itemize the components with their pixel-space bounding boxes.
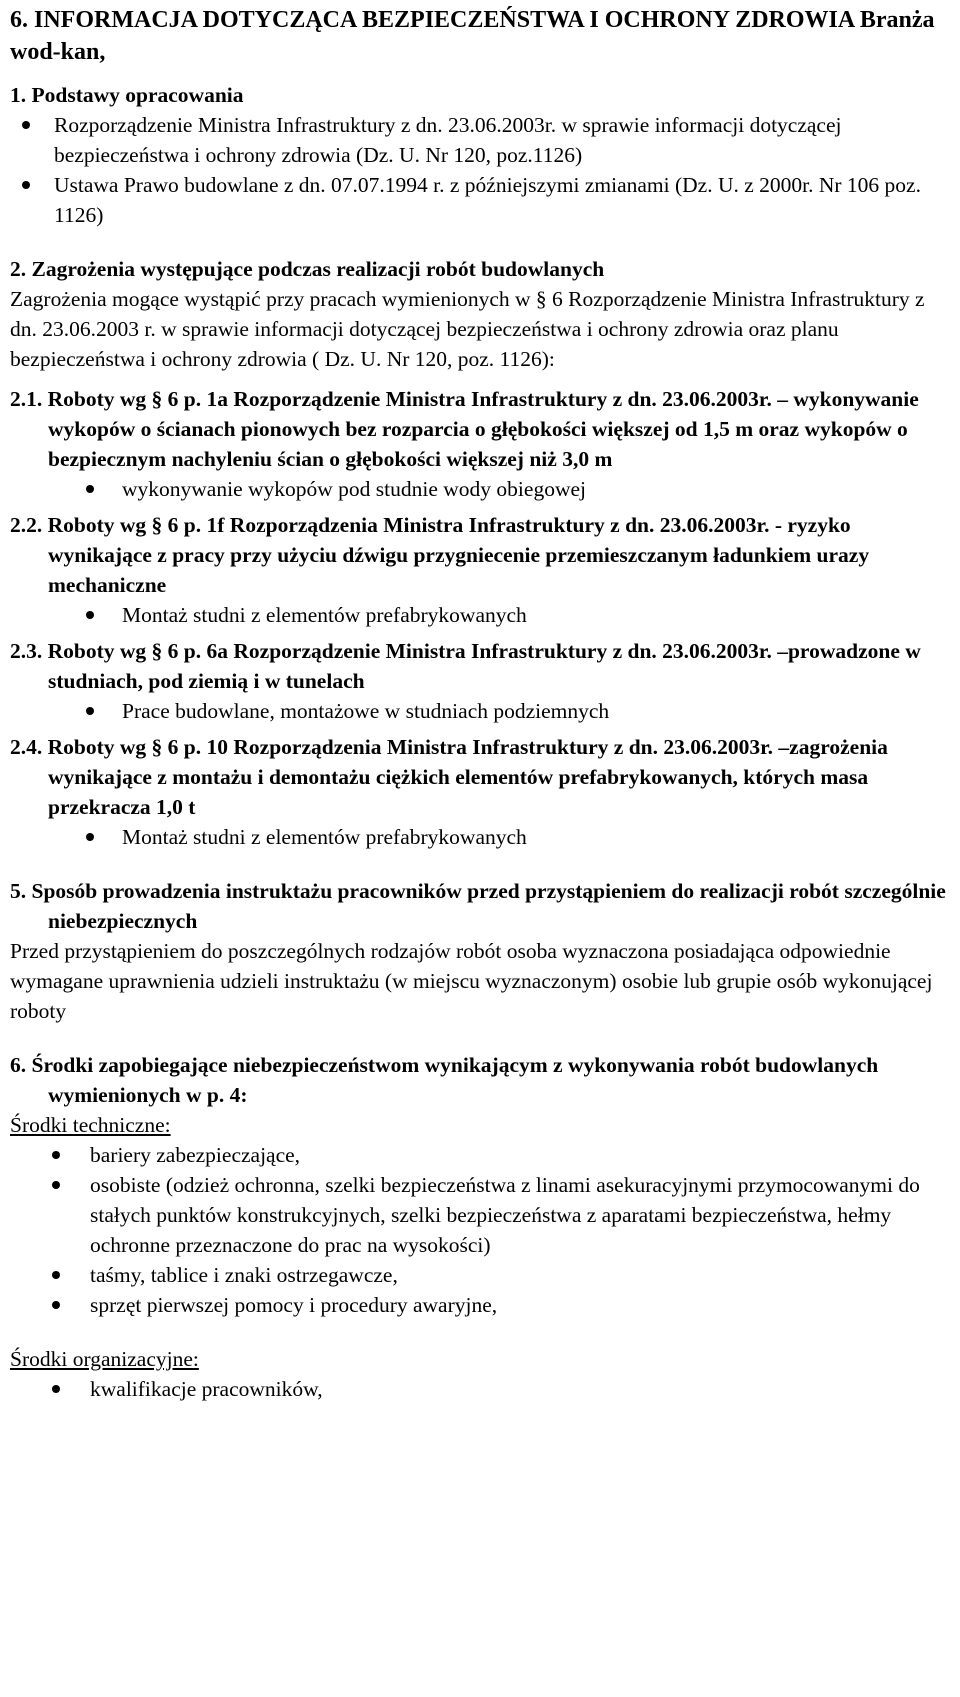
subsection-text: Roboty wg § 6 p. 6a Rozporządzenie Ministra Infrastruktury z dn. 23.06.2003r. –prowadzone w studniach, pod ziemią i w tunelach [47, 639, 921, 693]
document-title: 6. INFORMACJA DOTYCZĄCA BEZPIECZEŃSTWA I OCHRONY ZDROWIA Branża wod-kan, [10, 7, 935, 65]
list-item: Montaż studni z elementów prefabrykowanych [10, 600, 950, 630]
list-item: Ustawa Prawo budowlane z dn. 07.07.1994 r. z późniejszymi zmianami (Dz. U. z 2000r. Nr 106 poz. 1126) [10, 170, 950, 230]
list-item: bariery zabezpieczające, [10, 1140, 950, 1170]
subsection-number: 2.4. [10, 735, 43, 759]
technical-measures-label: Środki techniczne: [10, 1113, 171, 1137]
subsection-text: Roboty wg § 6 p. 1f Rozporządzenia Ministra Infrastruktury z dn. 23.06.2003r. - ryzyko wynikające z pracy przy użyciu dźwigu przygniecenie przemieszczanym ładunkiem urazy mechaniczne [47, 513, 870, 597]
subsection-2-3-list [10, 696, 950, 726]
subsection-2-2-list [10, 600, 950, 630]
subsection-2-1 [10, 384, 950, 474]
section-1-heading: 1. Podstawy opracowania [10, 83, 244, 107]
section-5-heading: 5. Sposób prowadzenia instruktażu pracowników przed przystąpieniem do realizacji robót szczególnie niebezpiecznych [10, 879, 946, 933]
section-5-body: Przed przystąpieniem do poszczególnych rodzajów robót osoba wyznaczona posiadająca odpowiednie wymagane uprawnienia udzieli instruktażu (w miejscu wyznaczonym) osobie lub grupie osób wykonującej roboty [10, 939, 933, 1023]
list-item: Montaż studni z elementów prefabrykowanych [10, 822, 950, 852]
list-item: osobiste (odzież ochronna, szelki bezpieczeństwa z linami asekuracyjnymi przymocowanymi do stałych punktów konstrukcyjnych, szelki bezpieczeństwa z aparatami bezpieczeństwa, hełmy ochronne przeznaczone do prac na wysokości) [10, 1170, 950, 1260]
subsection-2-4-list [10, 822, 950, 852]
subsection-number: 2.2. [10, 513, 43, 537]
subsection-2-1-list [10, 474, 950, 504]
organizational-measures-label: Środki organizacyjne: [10, 1347, 199, 1371]
subsection-2-2 [10, 510, 950, 600]
list-item: Rozporządzenie Ministra Infrastruktury z dn. 23.06.2003r. w sprawie informacji dotyczącej bezpieczeństwa i ochrony zdrowia (Dz. U. Nr 120, poz.1126) [10, 110, 950, 170]
subsection-text: Roboty wg § 6 p. 1a Rozporządzenie Ministra Infrastruktury z dn. 23.06.2003r. – wykonywanie wykopów o ścianach pionowych bez rozparcia o głębokości większej od 1,5 m oraz wykopów o bezpiecznym nachyleniu ścian o głębokości większej niż 3,0 m [47, 387, 919, 471]
section-6-heading: 6. Środki zapobiegające niebezpieczeństwom wynikającym z wykonywania robót budowlanych wymienionych w p. 4: [10, 1053, 879, 1107]
subsection-number: 2.1. [10, 387, 43, 411]
section-1-list [10, 110, 950, 230]
list-item: Prace budowlane, montażowe w studniach podziemnych [10, 696, 950, 726]
section-2-heading: 2. Zagrożenia występujące podczas realizacji robót budowlanych [10, 257, 605, 281]
list-item: kwalifikacje pracowników, [10, 1374, 950, 1404]
technical-measures-list [10, 1140, 950, 1320]
list-item: wykonywanie wykopów pod studnie wody obiegowej [10, 474, 950, 504]
list-item: taśmy, tablice i znaki ostrzegawcze, [10, 1260, 950, 1290]
section-2-intro: Zagrożenia mogące wystąpić przy pracach wymienionych w § 6 Rozporządzenie Ministra Infrastruktury z dn. 23.06.2003 r. w sprawie informacji dotyczącej bezpieczeństwa i ochrony zdrowia oraz planu bezpieczeństwa i ochrony zdrowia ( Dz. U. Nr 120, poz. 1126): [10, 287, 925, 371]
document-page [10, 4, 950, 1404]
subsection-2-3 [10, 636, 950, 696]
subsection-number: 2.3. [10, 639, 43, 663]
subsection-2-4 [10, 732, 950, 822]
subsection-text: Roboty wg § 6 p. 10 Rozporządzenia Ministra Infrastruktury z dn. 23.06.2003r. –zagrożenia wynikające z montażu i demontażu ciężkich elementów prefabrykowanych, których masa przekracza 1,0 t [47, 735, 888, 819]
organizational-measures-list [10, 1374, 950, 1404]
list-item: sprzęt pierwszej pomocy i procedury awaryjne, [10, 1290, 950, 1320]
